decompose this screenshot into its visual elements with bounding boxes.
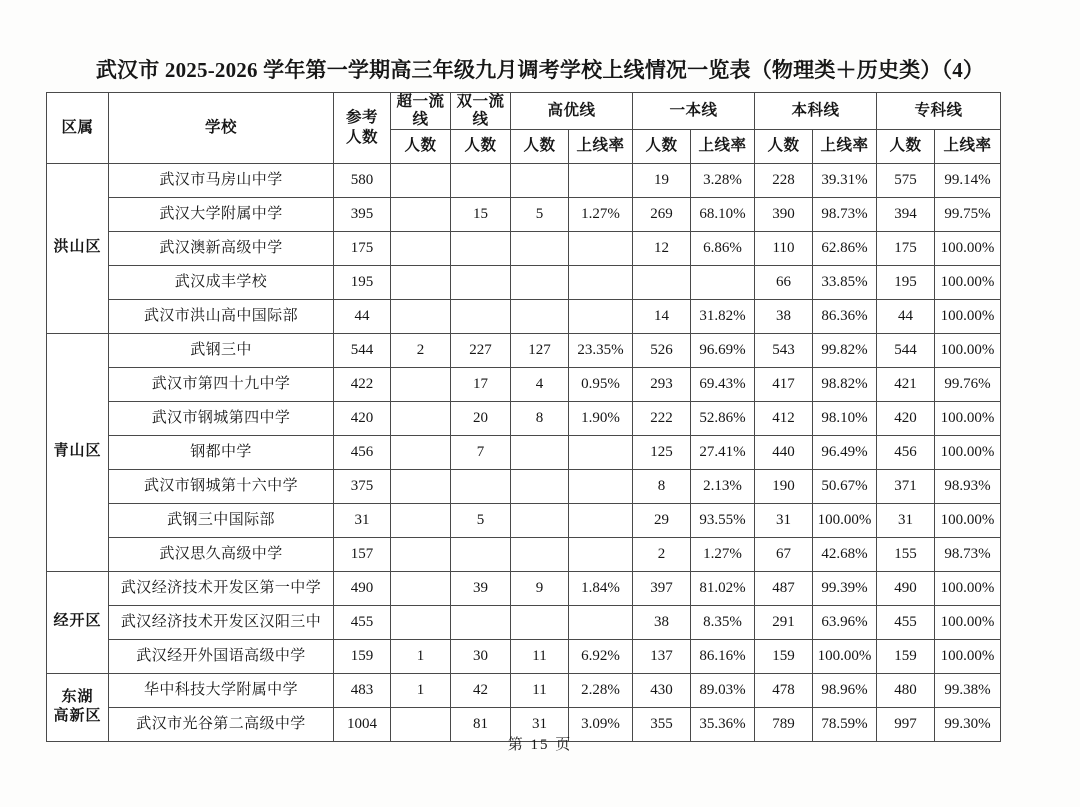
column-header-benke-count: 人数 xyxy=(755,129,813,163)
cell-total-examinees: 1004 xyxy=(334,707,391,741)
cell-yiben-rate: 89.03% xyxy=(691,673,755,707)
cell-zhuanke-count: 195 xyxy=(877,265,935,299)
cell-region-line: 高新区 xyxy=(53,708,102,725)
cell-yiben-rate: 68.10% xyxy=(691,197,755,231)
cell-zhuanke-rate: 100.00% xyxy=(935,503,1001,537)
cell-benke-count: 417 xyxy=(755,367,813,401)
cell-gaoyou-count: 4 xyxy=(511,367,569,401)
cell-zhuanke-count: 544 xyxy=(877,333,935,367)
cell-region xyxy=(47,673,109,741)
cell-total-examinees: 395 xyxy=(334,197,391,231)
cell-total-examinees: 544 xyxy=(334,333,391,367)
column-header-region: 区属 xyxy=(47,93,109,164)
column-group-header-chao-yiliu: 超一流线 xyxy=(391,93,451,130)
column-header-school: 学校 xyxy=(109,93,334,164)
cell-yiben-rate: 81.02% xyxy=(691,571,755,605)
cell-benke-rate: 96.49% xyxy=(813,435,877,469)
table-body xyxy=(47,163,1001,741)
cell-yiben-count: 29 xyxy=(633,503,691,537)
cell-benke-count: 190 xyxy=(755,469,813,503)
cell-benke-count: 38 xyxy=(755,299,813,333)
cell-benke-rate: 98.82% xyxy=(813,367,877,401)
table-row xyxy=(47,197,1001,231)
cell-total-examinees: 455 xyxy=(334,605,391,639)
cell-chao-yiliu-count xyxy=(391,435,451,469)
cell-shuang-yiliu-count xyxy=(451,537,511,571)
cell-benke-count: 390 xyxy=(755,197,813,231)
cell-yiben-count: 137 xyxy=(633,639,691,673)
cell-zhuanke-count: 456 xyxy=(877,435,935,469)
cell-zhuanke-rate: 99.14% xyxy=(935,163,1001,197)
cell-gaoyou-count xyxy=(511,537,569,571)
cell-gaoyou-count: 11 xyxy=(511,673,569,707)
cell-gaoyou-count xyxy=(511,265,569,299)
cell-benke-rate: 86.36% xyxy=(813,299,877,333)
cell-chao-yiliu-count xyxy=(391,605,451,639)
cell-school-name: 武钢三中国际部 xyxy=(109,503,334,537)
column-header-zhuanke-count: 人数 xyxy=(877,129,935,163)
cell-shuang-yiliu-count xyxy=(451,163,511,197)
cell-zhuanke-rate: 100.00% xyxy=(935,299,1001,333)
column-header-total-line2: 人数 xyxy=(345,128,378,146)
cell-yiben-rate: 8.35% xyxy=(691,605,755,639)
cell-zhuanke-count: 175 xyxy=(877,231,935,265)
column-header-yiben-count: 人数 xyxy=(633,129,691,163)
cell-benke-rate: 98.10% xyxy=(813,401,877,435)
cell-yiben-count: 19 xyxy=(633,163,691,197)
cell-zhuanke-rate: 100.00% xyxy=(935,435,1001,469)
cell-shuang-yiliu-count xyxy=(451,265,511,299)
cell-school-name: 武汉思久高级中学 xyxy=(109,537,334,571)
cell-gaoyou-count xyxy=(511,469,569,503)
cell-yiben-rate: 52.86% xyxy=(691,401,755,435)
cell-yiben-rate: 86.16% xyxy=(691,639,755,673)
column-group-header-benke: 本科线 xyxy=(755,93,877,130)
cell-gaoyou-rate: 1.90% xyxy=(569,401,633,435)
cell-benke-count: 543 xyxy=(755,333,813,367)
table-row xyxy=(47,605,1001,639)
cell-shuang-yiliu-count: 20 xyxy=(451,401,511,435)
cell-school-name: 武汉澳新高级中学 xyxy=(109,231,334,265)
cell-chao-yiliu-count: 1 xyxy=(391,639,451,673)
table-row xyxy=(47,231,1001,265)
cell-region-line: 经开区 xyxy=(53,613,102,630)
cell-gaoyou-count xyxy=(511,231,569,265)
cell-yiben-rate: 2.13% xyxy=(691,469,755,503)
column-group-header-gaoyou: 高优线 xyxy=(511,93,633,130)
cell-region xyxy=(47,163,109,333)
cell-school-name: 钢都中学 xyxy=(109,435,334,469)
cell-school-name: 武汉大学附属中学 xyxy=(109,197,334,231)
cell-region-line: 东湖 xyxy=(61,688,94,705)
cell-total-examinees: 456 xyxy=(334,435,391,469)
cell-yiben-count: 355 xyxy=(633,707,691,741)
cell-benke-rate: 100.00% xyxy=(813,503,877,537)
column-header-shuang-yiliu-count: 人数 xyxy=(451,129,511,163)
cell-school-name: 华中科技大学附属中学 xyxy=(109,673,334,707)
cell-yiben-rate: 96.69% xyxy=(691,333,755,367)
cell-total-examinees: 375 xyxy=(334,469,391,503)
cell-shuang-yiliu-count: 5 xyxy=(451,503,511,537)
cell-zhuanke-count: 31 xyxy=(877,503,935,537)
cell-school-name: 武汉市钢城第十六中学 xyxy=(109,469,334,503)
cell-zhuanke-count: 159 xyxy=(877,639,935,673)
cell-benke-rate: 33.85% xyxy=(813,265,877,299)
cell-school-name: 武汉市光谷第二高级中学 xyxy=(109,707,334,741)
cell-benke-rate: 50.67% xyxy=(813,469,877,503)
cell-chao-yiliu-count xyxy=(391,469,451,503)
cell-zhuanke-count: 371 xyxy=(877,469,935,503)
cell-zhuanke-rate: 99.75% xyxy=(935,197,1001,231)
cell-school-name: 武汉市第四十九中学 xyxy=(109,367,334,401)
cell-total-examinees: 483 xyxy=(334,673,391,707)
cell-zhuanke-count: 394 xyxy=(877,197,935,231)
cell-gaoyou-rate: 1.84% xyxy=(569,571,633,605)
cell-school-name: 武汉经济技术开发区第一中学 xyxy=(109,571,334,605)
cell-gaoyou-rate: 1.27% xyxy=(569,197,633,231)
cell-zhuanke-rate: 100.00% xyxy=(935,639,1001,673)
cell-gaoyou-rate xyxy=(569,503,633,537)
cell-benke-count: 228 xyxy=(755,163,813,197)
table-row xyxy=(47,367,1001,401)
cell-region xyxy=(47,571,109,673)
cell-gaoyou-count: 127 xyxy=(511,333,569,367)
cell-yiben-count: 430 xyxy=(633,673,691,707)
cell-shuang-yiliu-count: 81 xyxy=(451,707,511,741)
cell-gaoyou-count xyxy=(511,503,569,537)
cell-chao-yiliu-count xyxy=(391,571,451,605)
cell-benke-count: 67 xyxy=(755,537,813,571)
cell-yiben-count xyxy=(633,265,691,299)
cell-yiben-count: 125 xyxy=(633,435,691,469)
cell-benke-rate: 62.86% xyxy=(813,231,877,265)
column-group-header-yiben: 一本线 xyxy=(633,93,755,130)
cell-gaoyou-count xyxy=(511,299,569,333)
cell-gaoyou-rate: 2.28% xyxy=(569,673,633,707)
cell-benke-count: 789 xyxy=(755,707,813,741)
cell-shuang-yiliu-count xyxy=(451,299,511,333)
cell-school-name: 武汉成丰学校 xyxy=(109,265,334,299)
cell-zhuanke-rate: 99.38% xyxy=(935,673,1001,707)
cell-total-examinees: 420 xyxy=(334,401,391,435)
cell-yiben-count: 397 xyxy=(633,571,691,605)
results-table xyxy=(46,92,1001,742)
cell-gaoyou-rate xyxy=(569,265,633,299)
cell-zhuanke-count: 480 xyxy=(877,673,935,707)
table-row xyxy=(47,299,1001,333)
cell-gaoyou-rate xyxy=(569,299,633,333)
cell-total-examinees: 490 xyxy=(334,571,391,605)
cell-benke-rate: 98.73% xyxy=(813,197,877,231)
cell-gaoyou-count: 5 xyxy=(511,197,569,231)
table-row xyxy=(47,469,1001,503)
cell-region-line: 青山区 xyxy=(53,443,102,460)
cell-gaoyou-count xyxy=(511,435,569,469)
cell-benke-count: 412 xyxy=(755,401,813,435)
cell-zhuanke-count: 155 xyxy=(877,537,935,571)
table-row xyxy=(47,265,1001,299)
cell-benke-count: 478 xyxy=(755,673,813,707)
cell-benke-count: 440 xyxy=(755,435,813,469)
cell-zhuanke-rate: 99.30% xyxy=(935,707,1001,741)
cell-zhuanke-rate: 100.00% xyxy=(935,231,1001,265)
cell-school-name: 武汉经济技术开发区汉阳三中 xyxy=(109,605,334,639)
table-row xyxy=(47,503,1001,537)
cell-benke-rate: 78.59% xyxy=(813,707,877,741)
cell-benke-count: 291 xyxy=(755,605,813,639)
cell-total-examinees: 175 xyxy=(334,231,391,265)
table-row xyxy=(47,571,1001,605)
cell-shuang-yiliu-count: 7 xyxy=(451,435,511,469)
column-header-gaoyou-rate: 上线率 xyxy=(569,129,633,163)
cell-gaoyou-rate xyxy=(569,435,633,469)
cell-zhuanke-rate: 99.76% xyxy=(935,367,1001,401)
cell-zhuanke-rate: 100.00% xyxy=(935,265,1001,299)
cell-region xyxy=(47,333,109,571)
cell-total-examinees: 157 xyxy=(334,537,391,571)
cell-chao-yiliu-count xyxy=(391,503,451,537)
cell-yiben-rate: 6.86% xyxy=(691,231,755,265)
cell-gaoyou-count: 9 xyxy=(511,571,569,605)
cell-yiben-count: 8 xyxy=(633,469,691,503)
cell-zhuanke-rate: 100.00% xyxy=(935,401,1001,435)
cell-gaoyou-rate xyxy=(569,469,633,503)
cell-yiben-count: 38 xyxy=(633,605,691,639)
cell-school-name: 武钢三中 xyxy=(109,333,334,367)
table-row xyxy=(47,639,1001,673)
cell-total-examinees: 44 xyxy=(334,299,391,333)
cell-zhuanke-rate: 100.00% xyxy=(935,605,1001,639)
cell-region-line: 洪山区 xyxy=(53,239,102,256)
cell-zhuanke-count: 455 xyxy=(877,605,935,639)
cell-gaoyou-rate xyxy=(569,163,633,197)
column-header-chao-yiliu-count: 人数 xyxy=(391,129,451,163)
cell-chao-yiliu-count xyxy=(391,537,451,571)
cell-benke-count: 66 xyxy=(755,265,813,299)
cell-zhuanke-count: 421 xyxy=(877,367,935,401)
cell-shuang-yiliu-count: 227 xyxy=(451,333,511,367)
table-row xyxy=(47,537,1001,571)
cell-chao-yiliu-count xyxy=(391,163,451,197)
cell-benke-rate: 63.96% xyxy=(813,605,877,639)
cell-gaoyou-rate xyxy=(569,605,633,639)
table-header xyxy=(47,93,1001,164)
column-header-total-line1: 参考 xyxy=(345,109,378,127)
cell-benke-count: 31 xyxy=(755,503,813,537)
cell-gaoyou-rate: 23.35% xyxy=(569,333,633,367)
cell-benke-rate: 98.96% xyxy=(813,673,877,707)
cell-gaoyou-count: 8 xyxy=(511,401,569,435)
cell-benke-rate: 99.39% xyxy=(813,571,877,605)
cell-shuang-yiliu-count: 39 xyxy=(451,571,511,605)
cell-zhuanke-count: 575 xyxy=(877,163,935,197)
cell-shuang-yiliu-count xyxy=(451,231,511,265)
cell-chao-yiliu-count xyxy=(391,197,451,231)
cell-chao-yiliu-count: 1 xyxy=(391,673,451,707)
cell-zhuanke-count: 420 xyxy=(877,401,935,435)
cell-yiben-rate: 35.36% xyxy=(691,707,755,741)
cell-yiben-count: 526 xyxy=(633,333,691,367)
cell-shuang-yiliu-count xyxy=(451,605,511,639)
page-number-footer: 第 15 页 xyxy=(507,737,573,753)
cell-benke-count: 487 xyxy=(755,571,813,605)
cell-total-examinees: 422 xyxy=(334,367,391,401)
cell-gaoyou-rate xyxy=(569,231,633,265)
cell-total-examinees: 31 xyxy=(334,503,391,537)
column-header-benke-rate: 上线率 xyxy=(813,129,877,163)
table-row xyxy=(47,333,1001,367)
cell-yiben-count: 12 xyxy=(633,231,691,265)
cell-school-name: 武汉市洪山高中国际部 xyxy=(109,299,334,333)
cell-yiben-rate: 93.55% xyxy=(691,503,755,537)
cell-benke-count: 159 xyxy=(755,639,813,673)
cell-zhuanke-rate: 100.00% xyxy=(935,333,1001,367)
cell-zhuanke-rate: 98.93% xyxy=(935,469,1001,503)
column-header-gaoyou-count: 人数 xyxy=(511,129,569,163)
cell-chao-yiliu-count xyxy=(391,231,451,265)
cell-gaoyou-count: 31 xyxy=(511,707,569,741)
cell-yiben-count: 222 xyxy=(633,401,691,435)
cell-benke-rate: 39.31% xyxy=(813,163,877,197)
table-row xyxy=(47,435,1001,469)
cell-zhuanke-count: 997 xyxy=(877,707,935,741)
cell-gaoyou-count: 11 xyxy=(511,639,569,673)
table-row xyxy=(47,163,1001,197)
column-group-header-zhuanke: 专科线 xyxy=(877,93,1001,130)
cell-chao-yiliu-count xyxy=(391,401,451,435)
cell-gaoyou-rate: 3.09% xyxy=(569,707,633,741)
cell-yiben-rate: 31.82% xyxy=(691,299,755,333)
cell-benke-rate: 99.82% xyxy=(813,333,877,367)
cell-school-name: 武汉市马房山中学 xyxy=(109,163,334,197)
cell-shuang-yiliu-count xyxy=(451,469,511,503)
cell-total-examinees: 195 xyxy=(334,265,391,299)
cell-school-name: 武汉市钢城第四中学 xyxy=(109,401,334,435)
table-header-row-groups xyxy=(47,93,1001,130)
cell-school-name: 武汉经开外国语高级中学 xyxy=(109,639,334,673)
column-header-total-examinees xyxy=(334,93,391,164)
cell-shuang-yiliu-count: 17 xyxy=(451,367,511,401)
cell-yiben-count: 14 xyxy=(633,299,691,333)
cell-gaoyou-rate: 0.95% xyxy=(569,367,633,401)
cell-benke-rate: 42.68% xyxy=(813,537,877,571)
cell-gaoyou-count xyxy=(511,605,569,639)
cell-zhuanke-rate: 100.00% xyxy=(935,571,1001,605)
table-row xyxy=(47,673,1001,707)
cell-zhuanke-rate: 98.73% xyxy=(935,537,1001,571)
cell-yiben-rate: 27.41% xyxy=(691,435,755,469)
cell-benke-count: 110 xyxy=(755,231,813,265)
cell-shuang-yiliu-count: 15 xyxy=(451,197,511,231)
cell-zhuanke-count: 490 xyxy=(877,571,935,605)
column-header-yiben-rate: 上线率 xyxy=(691,129,755,163)
cell-total-examinees: 580 xyxy=(334,163,391,197)
cell-shuang-yiliu-count: 42 xyxy=(451,673,511,707)
cell-yiben-rate: 3.28% xyxy=(691,163,755,197)
table-row xyxy=(47,401,1001,435)
cell-yiben-count: 293 xyxy=(633,367,691,401)
cell-yiben-rate: 69.43% xyxy=(691,367,755,401)
cell-chao-yiliu-count: 2 xyxy=(391,333,451,367)
cell-yiben-count: 269 xyxy=(633,197,691,231)
column-group-header-shuang-yiliu: 双一流线 xyxy=(451,93,511,130)
cell-gaoyou-rate: 6.92% xyxy=(569,639,633,673)
cell-chao-yiliu-count xyxy=(391,265,451,299)
cell-chao-yiliu-count xyxy=(391,299,451,333)
cell-gaoyou-rate xyxy=(569,537,633,571)
cell-chao-yiliu-count xyxy=(391,367,451,401)
cell-shuang-yiliu-count: 30 xyxy=(451,639,511,673)
cell-total-examinees: 159 xyxy=(334,639,391,673)
cell-yiben-rate: 1.27% xyxy=(691,537,755,571)
page-title: 武汉市 2025-2026 学年第一学期高三年级九月调考学校上线情况一览表（物理类＋历史类）（4） xyxy=(95,58,985,82)
cell-yiben-count: 2 xyxy=(633,537,691,571)
cell-yiben-rate xyxy=(691,265,755,299)
cell-zhuanke-count: 44 xyxy=(877,299,935,333)
cell-benke-rate: 100.00% xyxy=(813,639,877,673)
column-header-zhuanke-rate: 上线率 xyxy=(935,129,1001,163)
cell-gaoyou-count xyxy=(511,163,569,197)
results-table-container xyxy=(46,92,1000,742)
